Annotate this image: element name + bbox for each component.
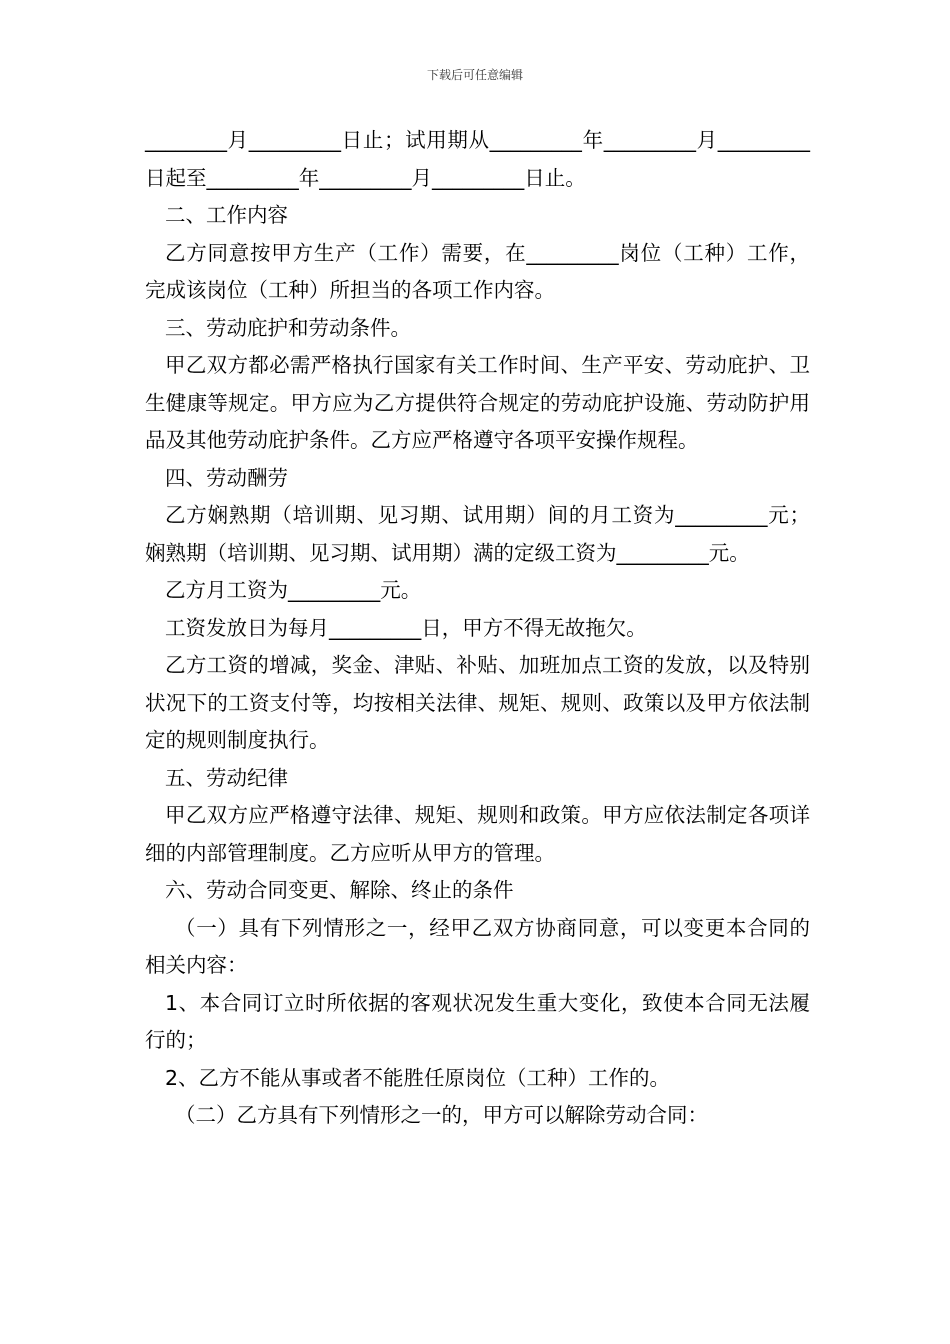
subsection-contract-modification: （一）具有下列情形之一，经甲乙双方协商同意，可以变更本合同的相关内容：: [145, 915, 810, 977]
trial-period-dates: ________月_________日止；试用期从_________年_________月_________日起至_________年_________月_________日止。: [145, 128, 810, 190]
work-content-paragraph: 乙方同意按甲方生产（工作）需要，在_________岗位（工种）工作，完成该岗位（工种）所担当的各项工作内容。: [145, 240, 810, 302]
section-heading-work-content: 二、工作内容: [165, 203, 288, 227]
payday-paragraph: 工资发放日为每月_________日，甲方不得无故拖欠。: [165, 615, 647, 640]
section-heading-contract-changes: 六、劳动合同变更、解除、终止的条件: [165, 878, 514, 902]
labor-discipline-paragraph: 甲乙双方应严格遵守法律、规矩、规则和政策。甲方应依法制定各项详细的内部管理制度。乙方应听从甲方的管理。: [145, 803, 810, 865]
section-heading-labor-protection: 三、劳动庇护和劳动条件。: [165, 315, 411, 340]
labor-protection-paragraph: 甲乙双方都必需严格执行国家有关工作时间、生产平安、劳动庇护、卫生健康等规定。甲方应为乙方提供符合规定的劳动庇护设施、劳动防护用品及其他劳动庇护条件。乙方应严格遵守各项平安操作规程。: [145, 353, 810, 452]
page-header: 下载后可任意编辑: [426, 68, 523, 82]
list-item-2: 2、乙方不能从事或者不能胜任原岗位（工种）工作的。: [165, 1065, 671, 1090]
section-heading-remuneration: 四、劳动酬劳: [165, 465, 288, 490]
monthly-wage-paragraph: 乙方月工资为_________元。: [165, 578, 422, 602]
subsection-contract-termination: （二）乙方具有下列情形之一的，甲方可以解除劳动合同：: [175, 1103, 708, 1127]
wage-adjustment-paragraph: 乙方工资的增减，奖金、津贴、补贴、加班加点工资的发放，以及特别状况下的工资支付等，均按相关法律、规矩、规则、政策以及甲方依法制定的规则制度执行。: [145, 653, 810, 752]
section-heading-labor-discipline: 五、劳动纪律: [165, 765, 288, 790]
document-body: [145, 122, 810, 1135]
list-item-1: 1、本合同订立时所依据的客观状况发生重大变化，致使本合同无法履行的；: [145, 990, 810, 1052]
probation-wage-paragraph: 乙方娴熟期（培训期、见习期、试用期）间的月工资为_________元；娴熟期（培训期、见习期、试用期）满的定级工资为_________元。: [145, 503, 810, 565]
